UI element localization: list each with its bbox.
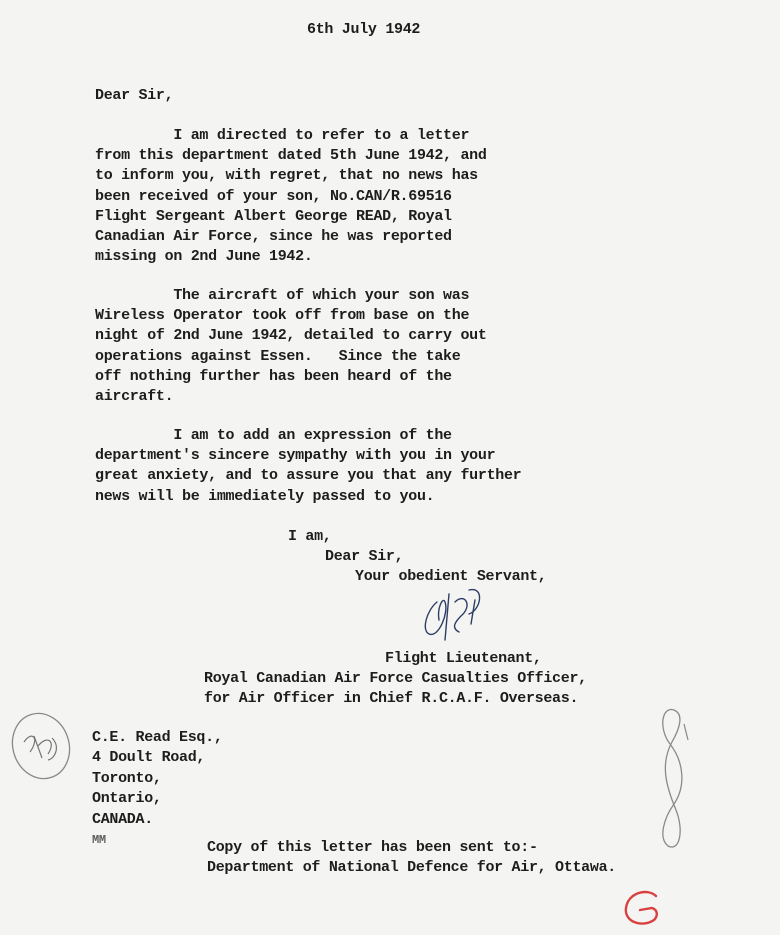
signatory-rank: Flight Lieutenant, xyxy=(385,650,542,667)
typist-reference: MM xyxy=(92,833,106,847)
signatory-title-line-2: for Air Officer in Chief R.C.A.F. Overseas. xyxy=(204,690,579,707)
letter-date: 6th July 1942 xyxy=(307,21,421,38)
paragraph-2: The aircraft of which your son was Wireless Operator took off from base on the night of 2nd June 1942, detailed to carry out operations against Essen. Since the take off nothing further has been heard of the aircraft. xyxy=(95,287,487,406)
salutation: Dear Sir, xyxy=(95,87,174,104)
copy-notice: Copy of this letter has been sent to:- Department of National Defence for Air, Ottawa. xyxy=(207,839,616,877)
handwritten-signature xyxy=(415,582,495,652)
signatory-title-line-1: Royal Canadian Air Force Casualties Officer, xyxy=(204,670,587,687)
pencil-annotation-mark xyxy=(640,700,700,850)
circular-stamp-mark xyxy=(8,708,74,784)
paragraph-1: I am directed to refer to a letter from this department dated 5th June 1942, and to inform you, with regret, that no news has been received of your son, No.CAN/R.69516 Flight Sergeant Albert George READ, Royal Canadian Air Force, since he was reported missing on 2nd June 1942. xyxy=(95,127,487,266)
closing-line-2: Dear Sir, xyxy=(325,548,404,565)
red-pencil-mark xyxy=(618,884,668,930)
paragraph-3: I am to add an expression of the department's sincere sympathy with you in your great anxiety, and to assure you that any further news will be immediately passed to you. xyxy=(95,427,522,505)
closing-line-3: Your obedient Servant, xyxy=(355,568,547,585)
closing-line-1: I am, xyxy=(288,528,332,545)
recipient-address: C.E. Read Esq., 4 Doult Road, Toronto, Ontario, CANADA. xyxy=(92,729,223,828)
